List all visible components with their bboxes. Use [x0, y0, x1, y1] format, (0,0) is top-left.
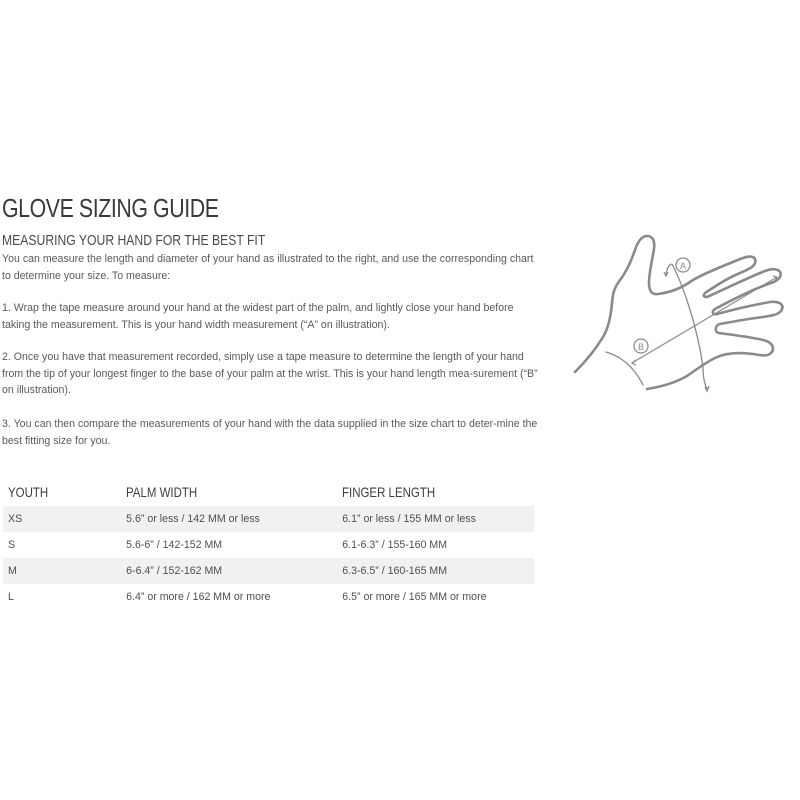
table-row	[3, 558, 534, 584]
section-subtitle: MEASURING YOUR HAND FOR THE BEST FIT	[2, 233, 266, 249]
finger-length-cell: 6.1” or less / 155 MM or less	[342, 506, 534, 532]
table-row	[3, 506, 534, 532]
hand-icon	[565, 225, 800, 400]
size-cell: XS	[3, 506, 126, 532]
palm-width-cell: 6.4” or more / 162 MM or more	[126, 591, 271, 603]
header-youth: YOUTH	[8, 484, 49, 500]
finger-length-cell: 6.3-6.5” / 160-165 MM	[342, 558, 534, 584]
size-chart-table	[3, 478, 534, 610]
size-cell: S	[8, 539, 16, 551]
header-finger-length: FINGER LENGTH	[342, 484, 436, 500]
label-a: A	[679, 261, 687, 271]
hand-measurement-illustration	[565, 225, 800, 400]
header-palm-width: PALM WIDTH	[126, 484, 198, 500]
step-2-paragraph: 2. Once you have that measurement recorded, simply use a tape measure to determine the length of your hand from the tip of your longest finger to the base of your palm at the wrist. This is your hand length mea-surement (“B” on illustration).	[2, 351, 538, 396]
finger-length-cell: 6.5” or more / 165 MM or more	[342, 591, 487, 603]
size-cell: M	[3, 558, 126, 584]
finger-length-cell: 6.1-6.3” / 155-160 MM	[342, 539, 448, 551]
step-1-paragraph: 1. Wrap the tape measure around your hand at the widest part of the palm, and lightly close your hand before taking the measurement. This is your hand width measurement (“A” on illustration).	[2, 302, 514, 331]
palm-width-cell: 6-6.4” / 152-162 MM	[126, 558, 342, 584]
label-b: B	[637, 342, 645, 352]
table-row	[3, 532, 534, 558]
palm-width-cell: 5.6-6” / 142-152 MM	[126, 539, 223, 551]
table-header-row	[3, 478, 534, 506]
intro-paragraph: You can measure the length and diameter of your hand as illustrated to the right, and use the corresponding chart to determine your size. To measure:	[2, 253, 534, 282]
size-cell: L	[8, 591, 14, 603]
step-3-paragraph: 3. You can then compare the measurements of your hand with the data supplied in the size chart to deter-mine the best fitting size for you.	[2, 418, 538, 447]
page-title: GLOVE SIZING GUIDE	[2, 193, 219, 223]
table-row	[3, 584, 534, 610]
palm-width-cell: 5.6” or less / 142 MM or less	[126, 506, 342, 532]
